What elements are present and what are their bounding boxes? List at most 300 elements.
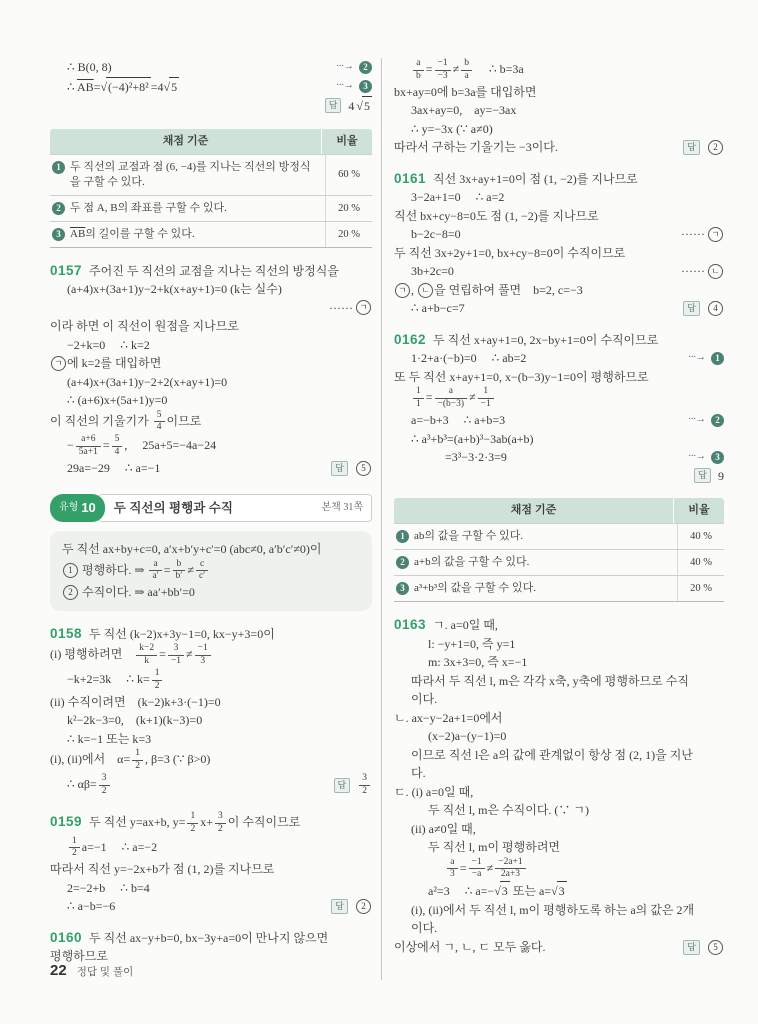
- text-run: ≠: [469, 390, 476, 405]
- text-run: 두 직선 l, m은 수직이다. (∵ ㄱ): [428, 803, 589, 817]
- fraction-numerator: a: [149, 559, 161, 572]
- text-run: (a+4)x+(3a+1)y−2+k(x+ay+1)=0 (k는 실수): [67, 282, 282, 296]
- line-content: [394, 653, 724, 672]
- fraction-numerator: 1: [69, 836, 80, 849]
- line-content: [394, 120, 724, 139]
- line-content: [50, 897, 325, 916]
- fraction-denominator: 5a+1: [78, 447, 98, 458]
- text-run: a³+b³의 값을 구할 수 있다.: [414, 582, 536, 594]
- fraction-numerator: 3: [168, 643, 184, 656]
- line-content: [394, 138, 677, 157]
- solution-line: [394, 901, 724, 920]
- line-content: [394, 331, 724, 350]
- text-run: ······: [681, 264, 705, 279]
- solution-block: [50, 811, 372, 916]
- text-run: ≠: [486, 860, 494, 875]
- fraction-numerator: 5: [154, 410, 165, 423]
- solution-line: [394, 430, 724, 449]
- text-run: 3−2a+1=0 ∴ a=2: [411, 190, 505, 205]
- step-arrow-icon: ···→: [336, 80, 353, 91]
- text-run: ∴: [67, 79, 77, 94]
- line-content: [50, 58, 330, 77]
- solution-block: [50, 58, 372, 116]
- fraction: [154, 410, 165, 435]
- sqrt-expression: [551, 884, 567, 898]
- fraction-numerator: −1: [195, 643, 211, 656]
- line-right: [323, 299, 372, 318]
- table-header-ratio: 비율: [321, 129, 372, 154]
- criteria-text: [70, 201, 227, 216]
- radicand: 5: [169, 77, 179, 97]
- table-cell-criteria: [394, 524, 677, 549]
- solution-line: [394, 820, 724, 839]
- text-run: ,: [411, 282, 417, 297]
- line-content: [50, 391, 372, 410]
- text-run: 2=−2+b ∴ b=4: [67, 880, 150, 895]
- text-run: ≠: [186, 647, 193, 662]
- text-run: =: [425, 390, 433, 405]
- fraction-denominator: b′: [175, 571, 183, 582]
- text-run: a²=3 ∴ a=−: [428, 884, 495, 899]
- circled-jamo-label: ㄱ: [708, 227, 723, 242]
- table-row: [394, 523, 724, 549]
- solution-line: [394, 919, 724, 938]
- text-run: 두 직선 y=ax+b, y=: [89, 814, 186, 829]
- text-run: ······: [681, 227, 705, 242]
- solution-line: [394, 709, 724, 728]
- text-run: 두 직선 l, m이 평행하려면: [428, 840, 560, 854]
- text-run: ∴ y=−3x (∵ a≠0): [411, 121, 493, 136]
- solution-line: [394, 83, 724, 102]
- line-content: [394, 616, 724, 635]
- solution-line: [50, 96, 372, 116]
- text-run: =: [159, 647, 166, 662]
- line-content: [394, 225, 675, 244]
- line-content: [50, 860, 372, 879]
- problem-number: 0161: [394, 170, 427, 186]
- criteria-text: [414, 581, 536, 596]
- line-content: [394, 244, 724, 263]
- line-right: [325, 461, 372, 476]
- solution-line: [50, 668, 372, 693]
- fraction-denominator: 2: [190, 823, 196, 834]
- text-run: 을 연립하여 풀면 b=2, c=−3: [434, 282, 583, 297]
- solution-line: [394, 58, 724, 83]
- circled-choice-number: 1: [63, 563, 78, 578]
- solution-line: [394, 170, 724, 189]
- text-run: 직선 bx+cy−8=0도 점 (1, −2)를 지나므로: [394, 208, 599, 223]
- solution-line: [50, 336, 372, 355]
- circled-choice-number: 5: [356, 461, 371, 476]
- fraction-denominator: a′: [152, 571, 159, 582]
- fraction: [196, 559, 208, 584]
- solution-line: [394, 881, 724, 901]
- line-content: [394, 368, 724, 387]
- answer-icon: 답: [325, 98, 342, 113]
- line-content: [50, 929, 372, 948]
- fraction-numerator: 1: [478, 386, 494, 399]
- line-right: [330, 77, 372, 96]
- solution-line: [394, 331, 724, 350]
- answer-icon: 답: [683, 301, 700, 316]
- problem-number: 0162: [394, 331, 427, 347]
- solution-line: [50, 811, 372, 836]
- text-run: 3ax+ay=0, ay=−3ax: [411, 103, 517, 118]
- text-run: (ii) 수직이려면 (k−2)k+3·(−1)=0: [50, 694, 221, 709]
- line-content: [394, 411, 682, 430]
- line-content: [62, 583, 360, 602]
- fraction: [413, 386, 424, 411]
- fraction: [173, 559, 186, 584]
- table-cell-criteria: [50, 196, 325, 221]
- line-content: [50, 748, 372, 773]
- line-right: [319, 96, 372, 116]
- text-run: 29a=−29 ∴ a=−1: [67, 461, 161, 475]
- table-row: [394, 549, 724, 575]
- solution-block: [50, 929, 372, 966]
- sqrt-expression: [100, 80, 150, 94]
- line-content: [394, 262, 675, 281]
- solution-line: [394, 281, 724, 300]
- line-content: [50, 354, 372, 373]
- fraction-denominator: 2: [101, 785, 107, 796]
- solution-line: [394, 690, 724, 709]
- text-run: 또는 a=: [509, 884, 552, 899]
- fraction: [149, 559, 161, 584]
- table-cell-criteria: [50, 222, 325, 247]
- circled-jamo-label: ㄴ: [418, 283, 433, 298]
- text-run: a+b의 값을 구할 수 있다.: [414, 556, 530, 568]
- table-header-ratio: 비율: [673, 498, 724, 523]
- line-content: [394, 188, 724, 207]
- step-marker-number: 2: [396, 556, 409, 569]
- problem-number: 0158: [50, 625, 83, 641]
- fraction: [359, 773, 370, 798]
- text-run: 9: [718, 468, 724, 483]
- text-run: 두 직선 ax−y+b=0, bx−3y+a=0이 만나지 않으면: [89, 930, 329, 945]
- circled-jamo-label: ㄱ: [356, 300, 371, 315]
- line-content: [50, 459, 325, 478]
- table-header-criteria: 채점 기준: [162, 134, 209, 147]
- line-right: [330, 58, 372, 77]
- radical-sign: √: [356, 99, 363, 113]
- solution-block: [50, 625, 372, 798]
- fraction-denominator: −1: [480, 399, 491, 410]
- text-run: x+: [200, 814, 213, 829]
- radical-sign: √: [163, 79, 171, 94]
- fraction-denominator: 2: [217, 823, 223, 834]
- solution-line: [394, 244, 724, 263]
- criteria-text: [414, 555, 529, 570]
- fraction: [461, 58, 472, 83]
- text-run: 이므로 직선 l은 a의 값에 관계없이 항상 점 (2, 1)을 지난: [411, 747, 693, 762]
- line-content: [50, 836, 372, 861]
- text-run: (i), (ii)에서 두 직선 l, m이 평행하도록 하는 a의 값은 2개: [411, 902, 695, 917]
- line-content: [50, 317, 372, 336]
- text-run: −k+2=3k ∴ k=: [67, 672, 150, 687]
- fraction-denominator: 3: [450, 869, 455, 880]
- text-run: 평행하다. ⇒: [79, 562, 148, 577]
- table-cell-ratio: 40 %: [677, 550, 724, 575]
- solution-line: [394, 299, 724, 318]
- solution-line: [50, 262, 372, 281]
- text-run: (a+4)x+(3a+1)y−2+2(x+ay+1)=0: [67, 374, 228, 389]
- solution-line: [50, 434, 372, 459]
- fraction-numerator: b: [173, 559, 186, 572]
- answer-icon: 답: [334, 778, 351, 793]
- fraction-numerator: −1: [469, 857, 485, 870]
- text-run: ∴ a−b=−6: [67, 899, 116, 914]
- solution-line: [394, 368, 724, 387]
- line-content: [50, 336, 372, 355]
- table-row: [394, 575, 724, 601]
- text-run: 이상에서 ㄱ, ㄴ, ㄷ 모두 옳다.: [394, 939, 546, 954]
- line-content: [394, 919, 724, 938]
- problem-number: 0159: [50, 813, 83, 829]
- line-right: [675, 225, 724, 244]
- solution-line: [50, 373, 372, 392]
- type-header: [50, 494, 372, 523]
- step-marker-number: 2: [711, 414, 724, 427]
- text-run: −2+k=0 ∴ k=2: [67, 337, 150, 352]
- solution-line: [50, 711, 372, 730]
- text-run: =: [459, 860, 467, 875]
- solution-line: [394, 225, 724, 244]
- text-run: −: [67, 438, 74, 453]
- fraction-denominator: 2a+3: [500, 869, 520, 880]
- line-content: [394, 207, 724, 226]
- text-run: , β=3 (∵ β>0): [144, 752, 211, 767]
- line-content: [394, 938, 677, 957]
- fraction-numerator: a+6: [76, 434, 101, 447]
- fraction-denominator: 4: [156, 422, 162, 433]
- solution-line: [62, 540, 360, 559]
- line-content: [394, 635, 724, 654]
- solution-line: [50, 693, 372, 712]
- fraction: [413, 58, 424, 83]
- radicand: 3: [500, 881, 510, 901]
- line-content: [50, 711, 372, 730]
- fraction-numerator: a: [447, 857, 458, 870]
- type-badge-number: 10: [81, 499, 96, 515]
- line-content: [50, 625, 372, 644]
- answer-icon: 답: [683, 140, 700, 155]
- right-column: [394, 58, 724, 969]
- line-content: [394, 58, 724, 83]
- line-content: [50, 693, 372, 712]
- type-section: [50, 494, 372, 611]
- fraction-numerator: 5: [112, 434, 123, 447]
- solution-line: [394, 448, 724, 467]
- line-content: [394, 838, 724, 857]
- solution-line: [394, 411, 724, 430]
- line-content: [394, 709, 724, 728]
- grading-table-header: [394, 498, 724, 523]
- radical-sign: √: [100, 79, 108, 94]
- line-content: [394, 448, 682, 467]
- text-run: (x−2)a−(y−1)=0: [428, 729, 507, 743]
- step-arrow-icon: ···→: [688, 414, 705, 425]
- radicand: (−4)²+8²: [106, 77, 151, 97]
- line-content: [394, 901, 724, 920]
- table-cell-ratio: 20 %: [677, 576, 724, 601]
- answer-icon: 답: [331, 461, 348, 476]
- fraction-denominator: 2: [154, 680, 160, 691]
- step-marker-number: 3: [396, 582, 409, 595]
- solution-line: [394, 727, 724, 746]
- line-content: [50, 434, 372, 459]
- solution-line: [50, 317, 372, 336]
- line-content: [62, 540, 360, 559]
- step-marker-number: 3: [52, 228, 65, 241]
- step-marker-number: 1: [52, 161, 65, 174]
- fraction-numerator: 1: [152, 668, 163, 681]
- solution-line: [50, 625, 372, 644]
- fraction: [76, 434, 101, 459]
- text-run: 이라 하면 이 직선이 원점을 지나므로: [50, 319, 239, 333]
- fraction-denominator: 2: [72, 848, 77, 859]
- solution-line: [394, 653, 724, 672]
- fraction: [435, 386, 468, 411]
- line-right: [675, 262, 724, 281]
- answer-icon: 답: [683, 940, 700, 955]
- solution-line: [62, 559, 360, 584]
- solution-line: [50, 730, 372, 749]
- overline-text: $\overline{AB}$: [76, 79, 94, 94]
- text-run: a=−1 ∴ a=−2: [81, 839, 158, 854]
- solution-line: [50, 929, 372, 948]
- text-run: 이다.: [411, 692, 438, 706]
- fraction-denominator: 3: [200, 656, 206, 667]
- solution-block: [50, 262, 372, 478]
- text-run: ∴ a+b−c=7: [411, 301, 465, 316]
- line-content: [394, 764, 724, 783]
- grading-table: [394, 498, 724, 602]
- solution-line: [50, 354, 372, 373]
- circled-choice-number: 4: [708, 301, 723, 316]
- solution-line: [394, 616, 724, 635]
- step-marker-number: 3: [359, 80, 372, 93]
- fraction: [152, 668, 163, 693]
- solution-line: [50, 860, 372, 879]
- text-run: 또 두 직선 x+ay+1=0, x−(b−3)y−1=0이 평행하므로: [394, 369, 649, 384]
- answer-icon: 답: [331, 899, 348, 914]
- circled-jamo-label: ㄴ: [708, 264, 723, 279]
- fraction-numerator: b: [461, 58, 472, 71]
- line-content: [50, 643, 372, 668]
- text-run: ∴ a³+b³=(a+b)³−3ab(a+b): [411, 431, 534, 446]
- fraction-numerator: 1: [132, 748, 143, 761]
- fraction-denominator: −1: [170, 656, 182, 667]
- text-run: l: −y+1=0, 즉 y=1: [428, 636, 516, 651]
- text-run: 1·2+a·(−b)=0 ∴ ab=2: [411, 351, 527, 366]
- fraction-numerator: 1: [187, 811, 198, 824]
- text-run: 두 직선의 교점과 점 (6, −4)를 지나는 직선의 방정식을 구할 수 있다.: [70, 160, 311, 188]
- text-run: ㄷ. (i) a=0일 때,: [394, 784, 474, 799]
- circled-choice-number: 5: [708, 940, 723, 955]
- line-right: [325, 899, 372, 914]
- line-content: [394, 386, 724, 411]
- line-content: [50, 373, 372, 392]
- text-run: 따라서 직선 y=−2x+b가 점 (1, 2)를 지나므로: [50, 862, 275, 877]
- fraction: [478, 386, 494, 411]
- line-content: [394, 170, 724, 189]
- line-content: [394, 801, 724, 820]
- fraction-numerator: a: [435, 386, 468, 399]
- solution-line: [50, 299, 372, 318]
- fraction-numerator: 1: [413, 386, 424, 399]
- fraction-numerator: −2a+1: [495, 857, 525, 870]
- solution-line: [394, 672, 724, 691]
- criteria-text: [70, 227, 195, 242]
- text-run: 따라서 두 직선 l, m은 각각 x축, y축에 평행하므로 수직: [411, 673, 689, 688]
- text-run: ㄴ. ax−y−2a+1=0에서: [394, 710, 503, 725]
- line-content: [394, 690, 724, 709]
- circled-jamo-label: ㄱ: [51, 356, 66, 371]
- table-cell-ratio: 40 %: [677, 524, 724, 549]
- radical-sign: √: [494, 884, 501, 899]
- text-run: m: 3x+3=0, 즉 x=−1: [428, 655, 528, 669]
- solution-line: [394, 838, 724, 857]
- text-run: 의 길이를 구할 수 있다.: [85, 227, 195, 240]
- grading-table: [50, 129, 372, 248]
- solution-line: [50, 459, 372, 478]
- step-arrow-icon: ···→: [688, 451, 705, 462]
- solution-line: [50, 836, 372, 861]
- solution-block: [394, 170, 724, 318]
- text-run: 두 점 A, B의 좌표를 구할 수 있다.: [70, 201, 227, 214]
- text-run: 평행하므로: [50, 949, 108, 964]
- fraction-numerator: 3: [359, 773, 370, 786]
- text-run: =3³−3·2·3=9: [445, 450, 507, 464]
- line-right: [677, 140, 724, 155]
- fraction: [195, 643, 211, 668]
- fraction-numerator: a: [413, 58, 424, 71]
- fraction-denominator: −(b−3): [437, 399, 465, 410]
- line-content: [50, 262, 372, 281]
- fraction: [215, 811, 226, 836]
- text-run: 두 직선 ax+by+c=0, a′x+b′y+c′=0 (abc≠0, a′b′c′≠0)이: [62, 542, 322, 556]
- text-run: bx+ay=0에 b=3a를 대입하면: [394, 84, 537, 99]
- step-arrow-icon: ···→: [336, 61, 353, 72]
- fraction: [435, 58, 451, 83]
- step-marker-number: 1: [711, 352, 724, 365]
- line-content: [50, 77, 330, 97]
- text-run: =4: [150, 79, 164, 94]
- solution-line: [50, 773, 372, 798]
- fraction: [132, 748, 143, 773]
- text-run: , 25a+5=−4a−24: [124, 438, 217, 453]
- solution-line: [50, 643, 372, 668]
- solution-line: [394, 746, 724, 765]
- fraction-denominator: a: [464, 70, 469, 81]
- solution-line: [50, 280, 372, 299]
- table-cell-ratio: 20 %: [325, 222, 372, 247]
- fraction-numerator: c: [196, 559, 208, 572]
- circled-jamo-label: ㄱ: [395, 283, 410, 298]
- footer-label: 정답 및 풀이: [76, 966, 134, 978]
- text-run: k²−2k−3=0, (k+1)(k−3)=0: [67, 713, 203, 728]
- text-run: ≠: [452, 62, 460, 77]
- fraction: [112, 434, 123, 459]
- step-marker-number: 2: [52, 202, 65, 215]
- table-cell-criteria: [50, 155, 325, 195]
- solution-line: [50, 391, 372, 410]
- fraction: [99, 773, 110, 798]
- sqrt-expression: [356, 96, 372, 116]
- text-run: ∴ B(0, 8): [67, 60, 112, 74]
- line-right: [677, 940, 724, 955]
